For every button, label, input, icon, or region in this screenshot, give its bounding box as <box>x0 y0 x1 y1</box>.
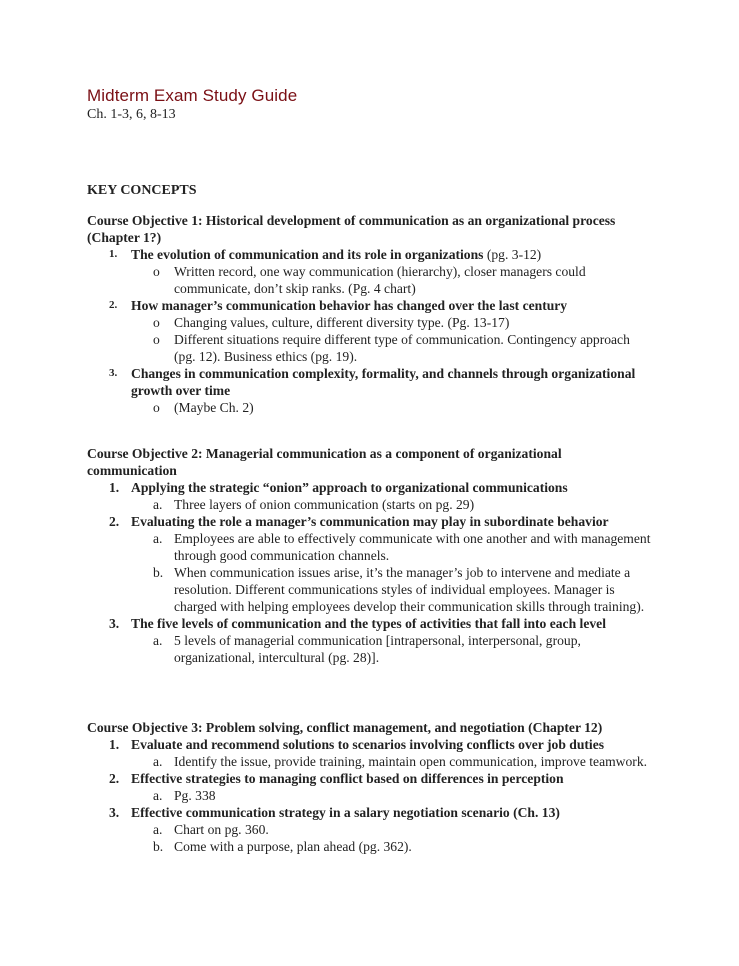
sub-item-text: Written record, one way communication (hierarchy), closer managers could communicate, don’t skip ranks. (Pg. 4 chart) <box>174 264 586 296</box>
sub-item-text: Chart on pg. 360. <box>174 822 269 837</box>
item-number: 3. <box>109 367 118 379</box>
sub-item-text: Different situations require different type of communication. Contingency approach (pg. 12). Business ethics (pg. 19). <box>174 332 630 364</box>
sub-item-text: Changing values, culture, different diversity type. (Pg. 13-17) <box>174 315 510 330</box>
key-concepts-heading: KEY CONCEPTS <box>87 183 197 198</box>
bullet-marker: o <box>153 332 160 347</box>
objective-2 <box>87 445 651 666</box>
list-marker: a. <box>153 531 163 546</box>
item-number: 3. <box>109 805 120 820</box>
list-item <box>87 479 647 496</box>
list-marker: b. <box>153 565 164 580</box>
item-text: The five levels of communication and the types of activities that fall into each level <box>131 616 606 631</box>
sub-item <box>87 314 654 331</box>
sub-item-text: When communication issues arise, it’s the manager’s job to intervene and mediate a resolution. Different communications styles of individual employees. Manager is charged with helping employees develop their communication skills through training). <box>174 565 645 614</box>
sub-item <box>87 838 654 855</box>
list-item <box>87 297 647 314</box>
sub-item <box>87 632 654 666</box>
objective-title: Course Objective 2: Managerial communication as a component of organizational communication <box>87 446 562 478</box>
list-marker: a. <box>153 822 163 837</box>
item-page-ref: (pg. 3-12) <box>483 247 542 262</box>
sub-item-text: Identify the issue, provide training, maintain open communication, improve teamwork. <box>174 754 648 769</box>
sub-item <box>87 564 654 615</box>
item-text: Evaluating the role a manager’s communication may play in subordinate behavior <box>131 514 609 529</box>
item-text: Applying the strategic “onion” approach to organizational communications <box>131 480 568 495</box>
item-text: Changes in communication complexity, formality, and channels through organizational growth over time <box>131 366 636 398</box>
item-number: 2. <box>109 299 118 311</box>
objective-title: Course Objective 3: Problem solving, conflict management, and negotiation (Chapter 12) <box>87 720 603 735</box>
item-number: 1. <box>109 248 118 260</box>
list-item <box>87 804 647 821</box>
sub-item-text: Pg. 338 <box>174 788 216 803</box>
page-title: Midterm Exam Study Guide <box>87 86 298 105</box>
item-number: 1. <box>109 737 120 752</box>
objective-1 <box>87 212 647 416</box>
list-item <box>87 736 647 753</box>
sub-item <box>87 753 654 770</box>
sub-item <box>87 399 654 416</box>
objective-title: Course Objective 1: Historical development of communication as an organizational process (Chapter 1?) <box>87 213 616 245</box>
list-item <box>87 513 647 530</box>
list-marker: a. <box>153 633 163 648</box>
sub-item <box>87 530 654 564</box>
list-marker: a. <box>153 497 163 512</box>
list-item <box>87 365 647 399</box>
sub-item <box>87 496 654 513</box>
item-number: 1. <box>109 480 120 495</box>
item-text: Evaluate and recommend solutions to scenarios involving conflicts over job duties <box>131 737 605 752</box>
sub-item-text: Come with a purpose, plan ahead (pg. 362). <box>174 839 412 854</box>
chapter-range: Ch. 1-3, 6, 8-13 <box>87 107 176 122</box>
sub-item-text: Three layers of onion communication (starts on pg. 29) <box>174 497 475 512</box>
list-marker: b. <box>153 839 164 854</box>
list-marker: a. <box>153 754 163 769</box>
bullet-marker: o <box>153 400 160 415</box>
item-text: How manager’s communication behavior has changed over the last century <box>131 298 568 313</box>
sub-item <box>87 263 654 297</box>
bullet-marker: o <box>153 264 160 279</box>
list-item <box>87 770 647 787</box>
sub-item <box>87 821 654 838</box>
sub-item-text: 5 levels of managerial communication [intrapersonal, interpersonal, group, organizational, intercultural (pg. 28)]. <box>174 633 581 665</box>
bullet-marker: o <box>153 315 160 330</box>
objective-3 <box>87 719 647 855</box>
item-number: 2. <box>109 514 120 529</box>
sub-item <box>87 787 654 804</box>
list-item <box>87 246 647 263</box>
sub-item-text: Employees are able to effectively communicate with one another and with management through good communication channels. <box>174 531 651 563</box>
item-text: The evolution of communication and its role in organizations <box>131 247 484 262</box>
item-number: 3. <box>109 616 120 631</box>
sub-item-text: (Maybe Ch. 2) <box>174 400 254 415</box>
list-marker: a. <box>153 788 163 803</box>
item-number: 2. <box>109 771 120 786</box>
list-item <box>87 615 647 632</box>
item-text: Effective strategies to managing conflict based on differences in perception <box>131 771 564 786</box>
item-text: Effective communication strategy in a salary negotiation scenario (Ch. 13) <box>131 805 560 820</box>
sub-item <box>87 331 654 365</box>
